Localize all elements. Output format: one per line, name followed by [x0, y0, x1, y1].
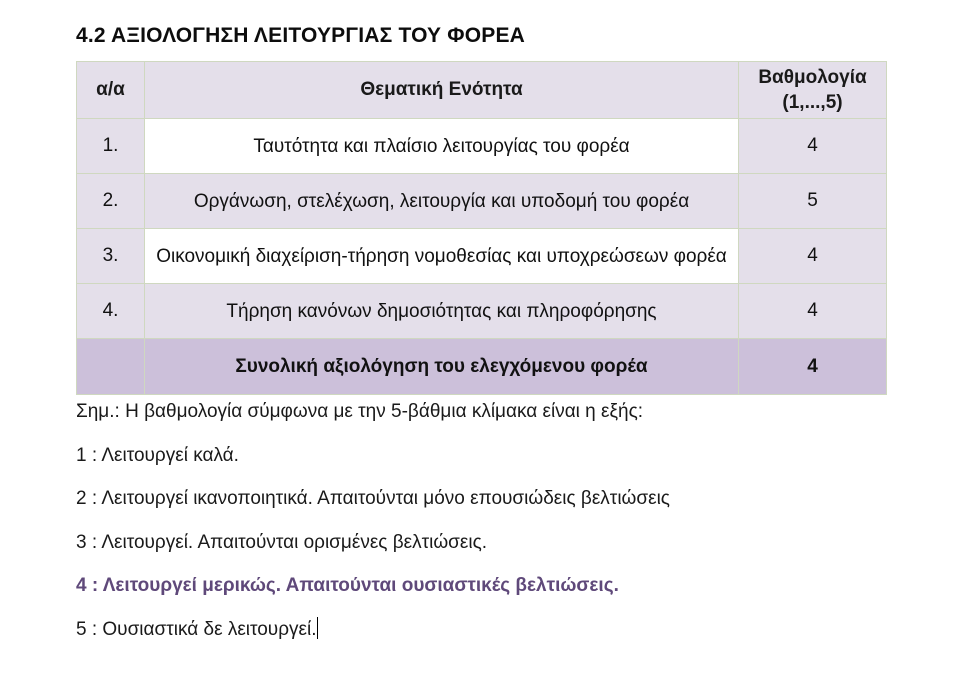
- row-number: 2.: [77, 174, 145, 229]
- evaluation-table: [76, 61, 887, 395]
- row-score: 4: [739, 229, 887, 284]
- table-row: [77, 229, 887, 284]
- total-number: [77, 339, 145, 395]
- row-number: 4.: [77, 284, 145, 339]
- total-row: [77, 339, 887, 395]
- header-score-label: Βαθμολογία: [758, 67, 867, 88]
- header-topic: Θεματική Ενότητα: [145, 62, 739, 119]
- total-score: 4: [739, 339, 887, 395]
- row-topic: Οικονομική διαχείριση-τήρηση νομοθεσίας και υποχρεώσεων φορέα: [145, 229, 739, 284]
- scale-item-5[interactable]: 5 : Ουσιαστικά δε λειτουργεί.: [76, 618, 317, 640]
- header-score-range: (1,...,5): [782, 92, 843, 113]
- table-row: [77, 174, 887, 229]
- header-index: α/α: [77, 62, 145, 119]
- scale-item-3: 3 : Λειτουργεί. Απαιτούνται ορισμένες βελτιώσεις.: [76, 531, 488, 553]
- table-row: [77, 119, 887, 174]
- total-label: Συνολική αξιολόγηση του ελεγχόμενου φορέα: [145, 339, 739, 395]
- table-header-row: [77, 62, 887, 119]
- row-topic: Τήρηση κανόνων δημοσιότητας και πληροφόρησης: [145, 284, 739, 339]
- scale-notes: [76, 398, 670, 659]
- section-heading: 4.2 ΑΞΙΟΛΟΓΗΣΗ ΛΕΙΤΟΥΡΓΙΑΣ ΤΟΥ ΦΟΡΕΑ: [76, 24, 526, 47]
- row-score: 5: [739, 174, 887, 229]
- scale-item-4: 4 : Λειτουργεί μερικώς. Απαιτούνται ουσιαστικές βελτιώσεις.: [76, 575, 619, 596]
- row-score: 4: [739, 119, 887, 174]
- scale-item-5-line[interactable]: [76, 616, 670, 660]
- scale-item-1: 1 : Λειτουργεί καλά.: [76, 444, 239, 466]
- table-row: [77, 284, 887, 339]
- row-topic: Ταυτότητα και πλαίσιο λειτουργίας του φορέα: [145, 119, 739, 174]
- scale-item-2: 2 : Λειτουργεί ικανοποιητικά. Απαιτούνται μόνο επουσιώδεις βελτιώσεις: [76, 488, 670, 509]
- row-number: 3.: [77, 229, 145, 284]
- text-cursor: [317, 617, 318, 639]
- row-number: 1.: [77, 119, 145, 174]
- row-topic: Οργάνωση, στελέχωση, λειτουργία και υποδομή του φορέα: [145, 174, 739, 229]
- row-score: 4: [739, 284, 887, 339]
- header-score: [739, 62, 887, 119]
- notes-intro: Σημ.: Η βαθμολογία σύμφωνα με την 5-βάθμια κλίμακα είναι η εξής:: [76, 401, 644, 422]
